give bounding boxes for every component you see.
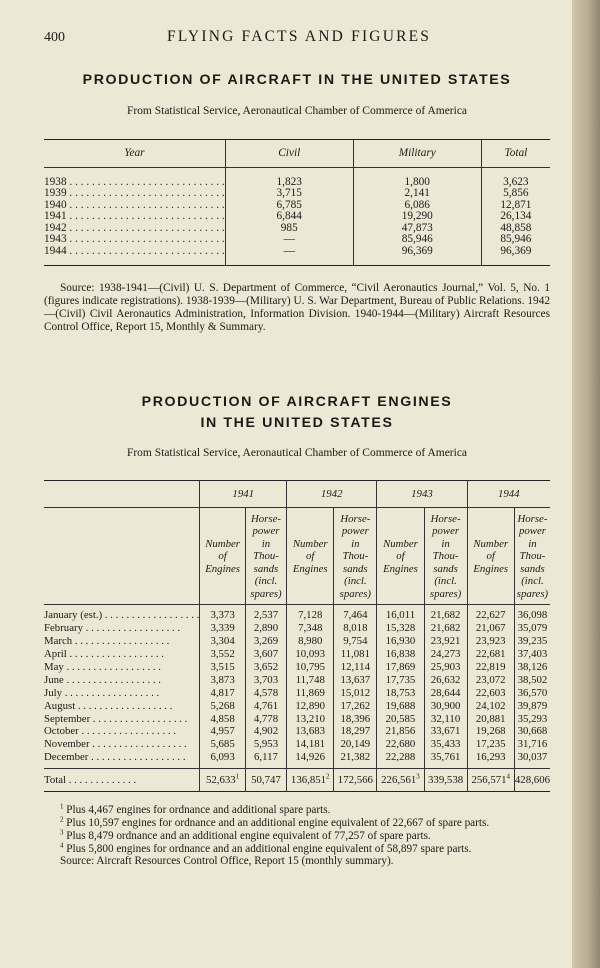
year-header-1941: 1941 (200, 481, 287, 508)
horsepower-header (334, 508, 377, 605)
header-word: Horse- (517, 512, 548, 525)
total-value-cell (424, 769, 467, 792)
header-word: sands (433, 562, 458, 575)
engines-cell: 13,210 (287, 713, 334, 726)
header-word: sands (520, 562, 545, 575)
page-edge (572, 0, 600, 968)
engines-cell: 3,552 (200, 648, 246, 661)
engines-source-line: From Statistical Service, Aeronautical Chamber of Commerce of America (126, 447, 468, 460)
engines-cell: 20,881 (467, 713, 514, 726)
horsepower-cell: 11,081 (334, 648, 377, 661)
engines-cell: 4,957 (200, 725, 246, 738)
header-word: spares) (250, 587, 282, 600)
year-value: 1943 (44, 234, 67, 246)
horsepower-header (514, 508, 550, 605)
total-value-cell (467, 769, 514, 792)
engines-cell: 22,681 (467, 648, 514, 661)
year-header-1944: 1944 (467, 481, 550, 508)
month-cell: January (est.) . . . . . . . . . . . . . . . . . . (44, 609, 200, 622)
footnote-mark: 2 (326, 772, 330, 781)
total-value: 136,851 (290, 773, 327, 786)
month-label: March (44, 635, 73, 648)
engines-cell: 8,980 (287, 635, 334, 648)
horsepower-cell: 6,117 (245, 751, 286, 768)
aircraft-row (44, 246, 550, 266)
footnote-1 (44, 804, 550, 817)
engines-cell: 10,795 (287, 661, 334, 674)
running-header (44, 28, 550, 46)
total-cell: Total . . . . . . . . . . . . . (44, 769, 200, 792)
civil-cell: — (225, 246, 353, 266)
month-label: July (44, 686, 62, 699)
engines-cell: 21,856 (377, 725, 424, 738)
col-header-total: Total (481, 139, 550, 167)
total-cell: 3,623 (481, 167, 550, 188)
horsepower-cell: 18,297 (334, 725, 377, 738)
horsepower-cell: 35,761 (424, 751, 467, 768)
col-header-year: Year (44, 139, 225, 167)
year-cell: 1939 . . . . . . . . . . . . . . . . . . . . . . . . . . . . (44, 188, 225, 200)
horsepower-cell: 35,433 (424, 738, 467, 751)
total-label: Total (44, 773, 67, 786)
horsepower-cell: 4,778 (245, 713, 286, 726)
month-cell: March . . . . . . . . . . . . . . . . . . (44, 635, 170, 648)
civil-cell: 6,785 (225, 200, 353, 212)
col-header-civil: Civil (225, 139, 353, 167)
engines-cell: 14,926 (287, 751, 334, 768)
engines-cell: 23,072 (467, 674, 514, 687)
aircraft-row (44, 167, 550, 188)
horsepower-cell: 4,902 (245, 725, 286, 738)
header-word: (incl. (254, 575, 278, 588)
horsepower-cell: 39,879 (514, 700, 550, 713)
month-cell: August . . . . . . . . . . . . . . . . . . (44, 699, 173, 712)
footnote-mark: 1 (235, 772, 240, 781)
header-word: power (341, 525, 369, 538)
engines-cell: 24,102 (467, 700, 514, 713)
header-word: spares) (339, 587, 372, 600)
horsepower-cell: 2,537 (245, 605, 286, 622)
engines-cell: 16,293 (467, 751, 514, 768)
engines-production-table (44, 480, 550, 792)
header-word: in (351, 537, 360, 550)
header-word: Horse- (430, 512, 461, 525)
page-number: 400 (44, 30, 65, 45)
engines-cell: 17,235 (467, 738, 514, 751)
horsepower-cell: 7,464 (334, 605, 377, 622)
header-word: in (441, 537, 450, 550)
number-of-engines-header (200, 508, 246, 605)
number-of-engines-header (467, 508, 514, 605)
year-header-1942: 1942 (287, 481, 377, 508)
total-cell: 12,871 (481, 200, 550, 212)
engines-cell: 21,067 (467, 622, 514, 635)
horsepower-cell: 2,890 (245, 622, 286, 635)
month-row (44, 661, 550, 674)
military-cell: 85,946 (353, 234, 481, 246)
month-label: October (44, 725, 79, 738)
horsepower-header (245, 508, 286, 605)
footnote-number: 4 (60, 840, 64, 849)
header-word: Engines (383, 562, 418, 575)
horsepower-cell: 21,682 (424, 622, 467, 635)
engines-cell: 14,181 (287, 738, 334, 751)
footnote-2 (44, 817, 550, 830)
horsepower-cell: 26,632 (424, 674, 467, 687)
footnote-text: Plus 4,467 engines for ordnance and additional spare parts. (66, 804, 331, 817)
month-label: January (est.) (44, 609, 103, 622)
aircraft-row (44, 223, 550, 235)
year-value: 1939 (44, 188, 67, 200)
total-value: 172,566 (337, 773, 373, 786)
total-cell: 85,946 (481, 234, 550, 246)
blank-subheader (44, 508, 200, 605)
horsepower-cell: 5,953 (245, 738, 286, 751)
horsepower-cell: 18,396 (334, 713, 377, 726)
month-cell: May . . . . . . . . . . . . . . . . . . (44, 660, 161, 673)
horsepower-cell: 9,754 (334, 635, 377, 648)
horsepower-cell: 12,114 (334, 661, 377, 674)
header-word: Engines (292, 562, 328, 575)
engines-cell: 5,268 (200, 700, 246, 713)
header-word: Thou- (432, 550, 459, 563)
engines-cell: 22,288 (377, 751, 424, 768)
total-value: 226,561 (381, 773, 417, 786)
header-word: Thou- (342, 550, 369, 563)
number-of-engines-header (377, 508, 424, 605)
year-value: 1941 (44, 211, 67, 223)
military-cell: 47,873 (353, 223, 481, 235)
month-row (44, 713, 550, 726)
military-cell: 1,800 (353, 167, 481, 188)
engines-cell: 3,515 (200, 661, 246, 674)
header-word: Number (473, 537, 509, 550)
total-cell: 48,858 (481, 223, 550, 235)
header-word: of (486, 550, 495, 563)
horsepower-cell: 3,269 (245, 635, 286, 648)
horsepower-cell: 8,018 (334, 622, 377, 635)
horsepower-cell: 3,703 (245, 674, 286, 687)
header-word: power (518, 525, 546, 538)
month-cell: November . . . . . . . . . . . . . . . . . . (44, 738, 187, 751)
month-label: February (44, 622, 83, 635)
total-value-cell (377, 769, 424, 792)
month-label: April (44, 648, 67, 660)
horsepower-cell: 36,098 (514, 605, 550, 622)
horsepower-cell: 36,570 (514, 687, 550, 700)
engines-source-note: Source: Aircraft Resources Control Office, Report 15 (monthly summary). (60, 855, 394, 868)
horsepower-cell: 35,079 (514, 622, 550, 635)
year-value: 1942 (44, 222, 67, 234)
month-label: June (44, 673, 64, 686)
header-word: (incl. (344, 575, 367, 588)
horsepower-cell: 3,652 (245, 661, 286, 674)
engines-cell: 6,093 (200, 751, 246, 768)
total-value-cell (245, 769, 286, 792)
month-label: May (44, 660, 64, 673)
civil-cell: 1,823 (225, 167, 353, 188)
civil-cell: 6,844 (225, 211, 353, 223)
total-value-cell (514, 769, 550, 792)
total-cell: 96,369 (481, 246, 550, 266)
year-value: 1944 (44, 245, 67, 257)
civil-cell: 3,715 (225, 188, 353, 200)
month-row (44, 725, 550, 738)
header-word: in (528, 537, 537, 550)
year-cell: 1938 . . . . . . . . . . . . . . . . . . . . . . . . . . . . (44, 175, 225, 188)
engines-cell: 11,869 (287, 687, 334, 700)
engines-cell: 3,339 (200, 622, 246, 635)
header-word: spares) (516, 587, 549, 600)
horsepower-cell: 24,273 (424, 648, 467, 661)
engines-cell: 22,819 (467, 661, 514, 674)
month-row (44, 674, 550, 687)
footnotes (44, 804, 550, 868)
header-word: spares) (429, 587, 462, 600)
header-word: in (261, 537, 271, 550)
month-label: August (44, 699, 76, 712)
engines-cell: 19,688 (377, 700, 424, 713)
year-cell: 1942 . . . . . . . . . . . . . . . . . . . . . . . . . . . . (44, 222, 225, 234)
footnote-4 (44, 840, 550, 856)
month-row (44, 648, 550, 661)
engines-title-line2: IN THE UNITED STATES (200, 414, 394, 431)
civil-cell: 985 (225, 223, 353, 235)
engines-title-line1: PRODUCTION OF AIRCRAFT ENGINES (141, 394, 453, 411)
horsepower-cell: 32,110 (424, 713, 467, 726)
month-cell: October . . . . . . . . . . . . . . . . . . (44, 725, 176, 738)
header-word: (incl. (521, 575, 544, 588)
header-word: power (432, 525, 460, 538)
month-row (44, 605, 550, 622)
footnote-mark: 3 (416, 772, 420, 781)
header-word: Horse- (250, 512, 281, 525)
year-cell: 1940 . . . . . . . . . . . . . . . . . . . . . . . . . . . . (44, 199, 225, 211)
total-cell: 26,134 (481, 211, 550, 223)
total-value-cell (287, 769, 334, 792)
month-label: September (44, 712, 91, 725)
month-row (44, 738, 550, 751)
horsepower-cell: 15,012 (334, 687, 377, 700)
total-value-cell (200, 769, 246, 792)
horsepower-cell: 31,716 (514, 738, 550, 751)
aircraft-row (44, 188, 550, 200)
horsepower-cell: 37,403 (514, 648, 550, 661)
month-cell: April . . . . . . . . . . . . . . . . . . (44, 648, 164, 660)
horsepower-cell: 33,671 (424, 725, 467, 738)
horsepower-cell: 30,900 (424, 700, 467, 713)
engines-cell: 12,890 (287, 700, 334, 713)
aircraft-production-table (44, 139, 550, 267)
total-value: 52,633 (205, 773, 236, 786)
horsepower-cell: 13,637 (334, 674, 377, 687)
month-row (44, 687, 550, 700)
engines-cell: 4,858 (200, 713, 246, 726)
month-row (44, 700, 550, 713)
header-word: Engines (473, 562, 509, 575)
year-cell: 1941 . . . . . . . . . . . . . . . . . . . . . . . . . . . . (44, 211, 225, 223)
aircraft-row (44, 211, 550, 223)
engines-cell: 16,011 (377, 605, 424, 622)
header-word: Number (292, 537, 328, 550)
military-cell: 19,290 (353, 211, 481, 223)
horsepower-header (424, 508, 467, 605)
horsepower-cell: 38,126 (514, 661, 550, 674)
number-of-engines-header (287, 508, 334, 605)
header-word: (incl. (434, 575, 457, 588)
horsepower-cell: 30,668 (514, 725, 550, 738)
military-cell: 96,369 (353, 246, 481, 266)
horsepower-cell: 21,682 (424, 605, 467, 622)
header-word: sands (343, 562, 368, 575)
horsepower-cell: 30,037 (514, 751, 550, 768)
horsepower-cell: 20,149 (334, 738, 377, 751)
blank-header (44, 481, 200, 508)
engines-cell: 13,683 (287, 725, 334, 738)
horsepower-cell: 17,262 (334, 700, 377, 713)
month-cell: February . . . . . . . . . . . . . . . . . . (44, 622, 181, 635)
engines-cell: 3,873 (200, 674, 246, 687)
horsepower-cell: 35,293 (514, 713, 550, 726)
running-title: FLYING FACTS AND FIGURES (167, 28, 432, 45)
header-word: Thou- (519, 550, 546, 563)
footnote-mark: 4 (506, 772, 511, 781)
month-label: December (44, 751, 89, 764)
engines-cell: 22,603 (467, 687, 514, 700)
horsepower-cell: 21,382 (334, 751, 377, 768)
header-word: of (218, 550, 227, 563)
engines-cell: 3,373 (200, 605, 246, 622)
year-value: 1938 (44, 175, 67, 188)
total-value: 256,571 (471, 773, 507, 786)
year-cell: 1944 . . . . . . . . . . . . . . . . . . . . . . . . . . . . (44, 245, 225, 257)
year-value: 1940 (44, 199, 67, 211)
header-word: of (396, 550, 405, 563)
aircraft-source-note: Source: 1938-1941—(Civil) U. S. Department of Commerce, “Civil Aeronautics Journal,” Vol. 5, No. 1 (figures indicate registrations). 1938-1939—(Military) U. S. War Department, Bureau of Public Relations. 1942—(Civil) Civil Aeronautics Administration, Information Division. 1940-1944—(Military) Aircraft Resources Control Office, Report 15, Monthly & Summary. (44, 282, 550, 334)
engines-cell: 17,869 (377, 661, 424, 674)
total-cell: 5,856 (481, 188, 550, 200)
engines-cell: 20,585 (377, 713, 424, 726)
horsepower-cell: 3,607 (245, 648, 286, 661)
engines-table-title (44, 392, 550, 433)
footnote-number: 2 (60, 815, 64, 824)
footnote-number: 3 (60, 828, 64, 837)
aircraft-row (44, 234, 550, 246)
engines-cell: 17,735 (377, 674, 424, 687)
header-word: Horse- (340, 512, 371, 525)
aircraft-table-title: PRODUCTION OF AIRCRAFT IN THE UNITED STATES (82, 72, 512, 88)
footnote-3 (44, 830, 550, 843)
engines-cell: 7,128 (287, 605, 334, 622)
engines-cell: 16,838 (377, 648, 424, 661)
year-header-1943: 1943 (377, 481, 467, 508)
footnote-text: Plus 8,479 ordnance and an additional engine equivalent of 77,257 of spare parts. (66, 829, 431, 842)
engines-cell: 7,348 (287, 622, 334, 635)
month-row (44, 635, 550, 648)
total-value: 428,606 (514, 773, 550, 786)
engines-cell: 15,328 (377, 622, 424, 635)
total-row (44, 769, 550, 792)
month-label: November (44, 738, 90, 751)
engines-cell: 18,753 (377, 687, 424, 700)
footnote-text: Plus 5,800 engines for ordnance and an additional engine equivalent of 58,897 spare parts. (66, 842, 472, 855)
month-row (44, 622, 550, 635)
engines-cell: 5,685 (200, 738, 246, 751)
header-word: sands (253, 562, 279, 575)
engines-cell: 22,680 (377, 738, 424, 751)
month-cell: July . . . . . . . . . . . . . . . . . . (44, 686, 160, 699)
engines-cell: 22,627 (467, 605, 514, 622)
total-value: 50,747 (251, 773, 281, 786)
horsepower-cell: 25,903 (424, 661, 467, 674)
aircraft-source-line: From Statistical Service, Aeronautical Chamber of Commerce of America (126, 104, 468, 117)
engines-cell: 11,748 (287, 674, 334, 687)
year-cell: 1943 . . . . . . . . . . . . . . . . . . . . . . . . . . . . (44, 234, 225, 246)
horsepower-cell: 4,761 (245, 700, 286, 713)
engines-cell: 23,923 (467, 635, 514, 648)
footnote-number: 1 (60, 802, 64, 811)
header-word: Number (383, 537, 418, 550)
engines-cell: 19,268 (467, 725, 514, 738)
col-header-military: Military (353, 139, 481, 167)
header-word: power (252, 525, 280, 538)
horsepower-cell: 38,502 (514, 674, 550, 687)
header-word: Number (205, 537, 240, 550)
month-cell: December . . . . . . . . . . . . . . . . . . (44, 751, 186, 764)
header-word: Thou- (253, 550, 279, 563)
engines-cell: 16,930 (377, 635, 424, 648)
month-cell: September . . . . . . . . . . . . . . . . . . (44, 712, 188, 725)
engines-cell: 4,817 (200, 687, 246, 700)
engines-cell: 3,304 (200, 635, 246, 648)
month-row (44, 751, 550, 768)
footnote-text: Plus 10,597 engines for ordnance and an additional engine equivalent of 22,667 of spare parts. (66, 816, 490, 829)
horsepower-cell: 39,235 (514, 635, 550, 648)
total-value-cell (334, 769, 377, 792)
horsepower-cell: 23,921 (424, 635, 467, 648)
header-word: Engines (205, 562, 240, 575)
horsepower-cell: 4,578 (245, 687, 286, 700)
engines-cell: 10,093 (287, 648, 334, 661)
civil-cell: — (225, 234, 353, 246)
military-cell: 6,086 (353, 200, 481, 212)
horsepower-cell: 28,644 (424, 687, 467, 700)
total-value: 339,538 (428, 773, 464, 786)
military-cell: 2,141 (353, 188, 481, 200)
month-cell: June . . . . . . . . . . . . . . . . . . (44, 673, 161, 686)
header-word: of (306, 550, 315, 563)
